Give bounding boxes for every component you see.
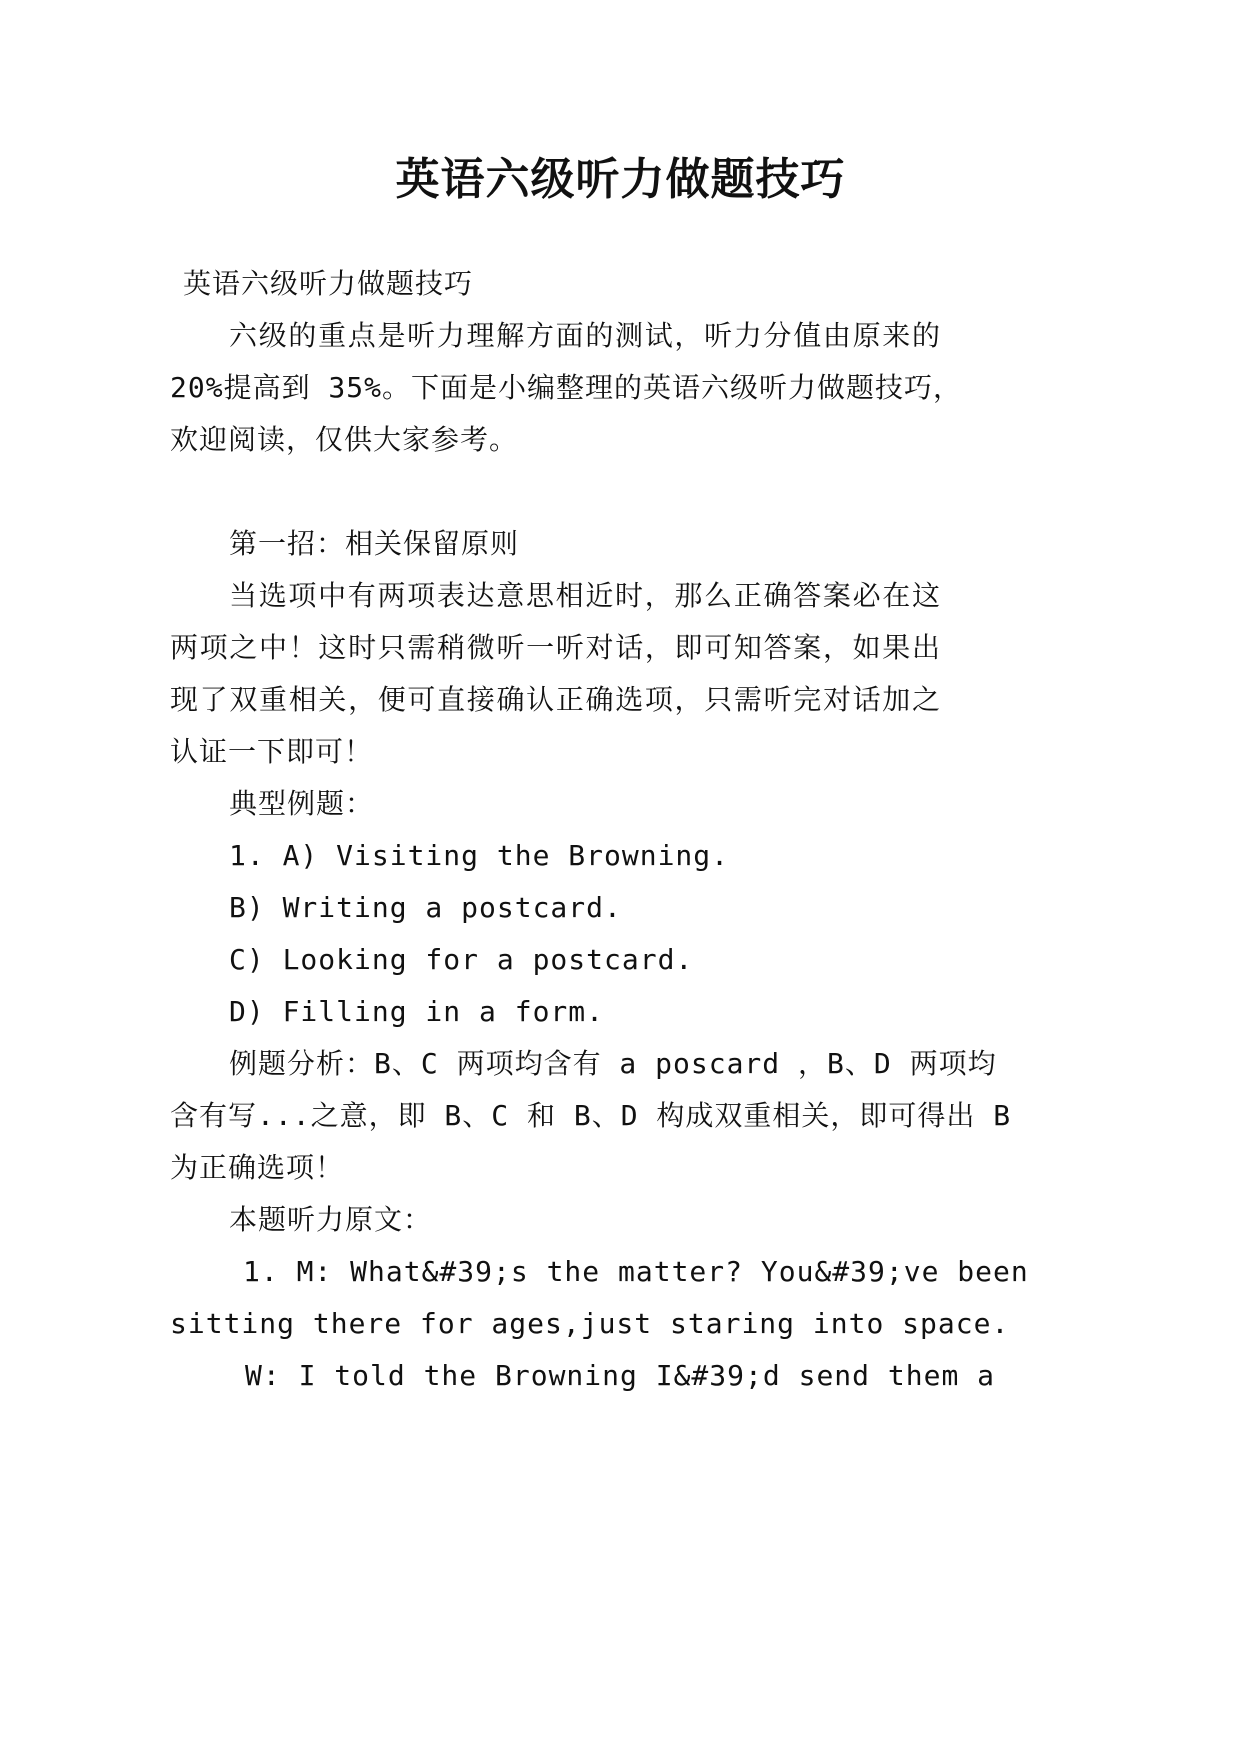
option-line: B) Writing a postcard. (229, 891, 622, 924)
paragraph-line: 本题听力原文： (229, 1203, 433, 1236)
paragraph-line: 为正确选项！ (170, 1151, 345, 1184)
option-line: 1. A) Visiting the Browning. (229, 839, 730, 872)
paragraph-line: 20%提高到 35%。下面是小编整理的英语六级听力做题技巧， (170, 371, 963, 404)
paragraph-line: 欢迎阅读，仅供大家参考。 (170, 423, 519, 456)
option-line: C) Looking for a postcard. (229, 943, 694, 976)
transcript-line: 1. M: What&#39;s the matter? You&#39;ve been (243, 1255, 1029, 1288)
paragraph-line: 例题分析：B、C 两项均含有 a poscard ，B、D 两项均 (229, 1047, 997, 1080)
paragraph-line: 典型例题： (229, 787, 375, 820)
paragraph-line: 认证一下即可！ (170, 735, 374, 768)
transcript-line: sitting there for ages,just staring into space. (170, 1307, 1010, 1340)
section-heading: 第一招：相关保留原则 (229, 527, 520, 560)
paragraph-line: 两项之中！这时只需稍微听一听对话，即可知答案，如果出 (170, 631, 941, 664)
paragraph-line: 现了双重相关，便可直接确认正确选项，只需听完对话加之 (170, 683, 941, 716)
transcript-line: W: I told the Browning I&#39;d send them a (245, 1359, 996, 1392)
document-title: 英语六级听力做题技巧 (395, 154, 846, 205)
paragraph-line: 六级的重点是听力理解方面的测试，听力分值由原来的 (229, 319, 941, 352)
option-line: D) Filling in a form. (229, 995, 605, 1028)
paragraph-line: 含有写...之意，即 B、C 和 B、D 构成双重相关，即可得出 B (170, 1099, 1012, 1132)
subtitle-line: 英语六级听力做题技巧 (183, 267, 474, 300)
paragraph-line: 当选项中有两项表达意思相近时，那么正确答案必在这 (229, 579, 941, 612)
